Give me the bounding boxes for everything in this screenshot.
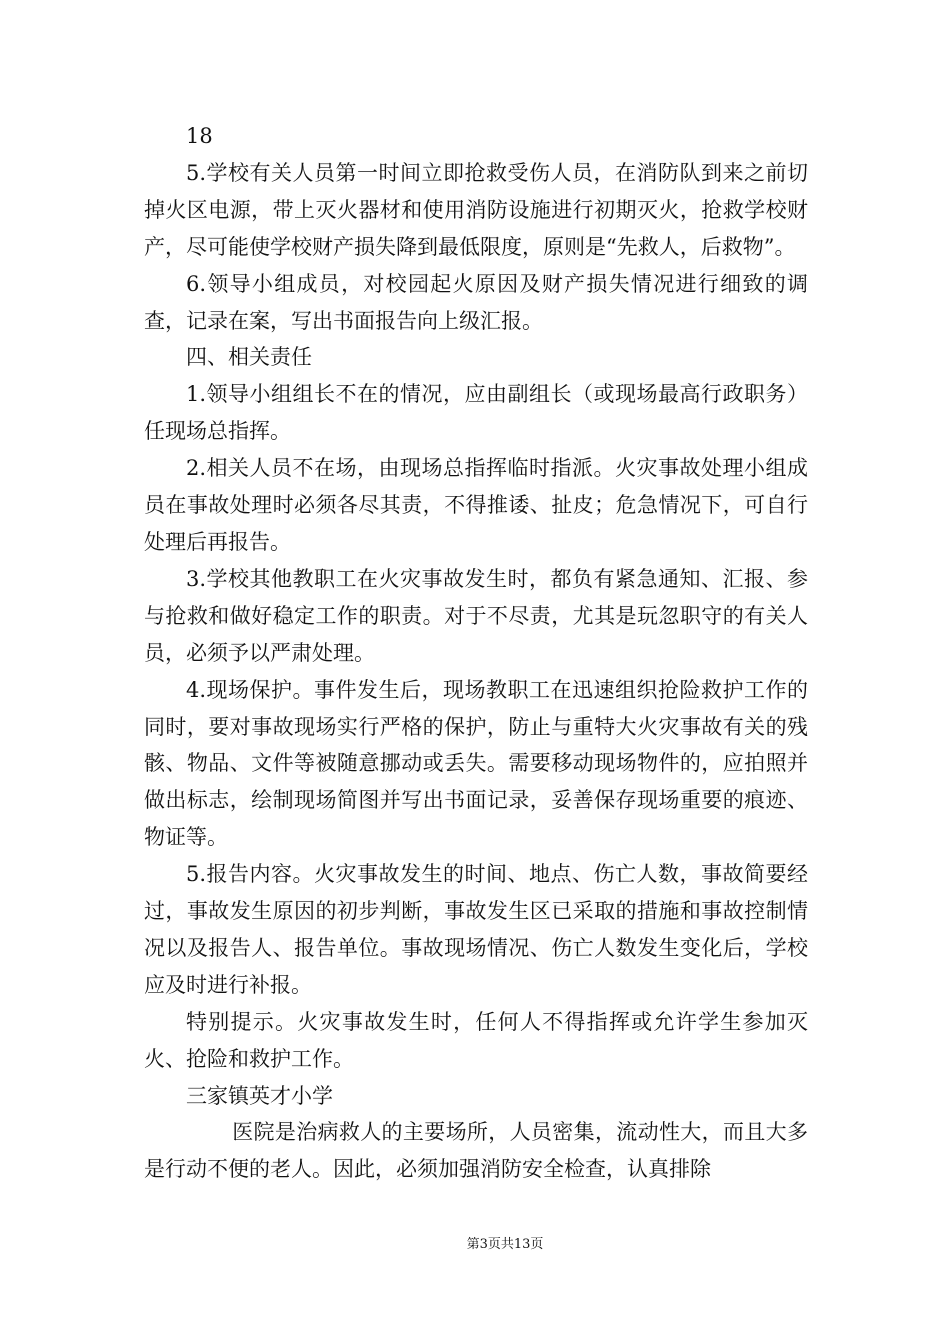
- paragraph-special-note: 特别提示。火灾事故发生时，任何人不得指挥或允许学生参加灭火、抢险和救护工作。: [144, 1009, 808, 1071]
- paragraph-resp-2: 2.相关人员不在场，由现场总指挥临时指派。火灾事故处理小组成员在事故处理时必须各尽其责，不得推诿、扯皮；危急情况下，可自行处理后再报告。: [144, 456, 808, 554]
- paragraph-item-5-rescue: 5.学校有关人员第一时间立即抢救受伤人员，在消防队到来之前切掉火区电源，带上灭火器材和使用消防设施进行初期灭火，抢救学校财产，尽可能使学校财产损失降到最低限度，原则是“先救人，后救物”。: [144, 160, 808, 259]
- paragraph-resp-5: 5.报告内容。火灾事故发生的时间、地点、伤亡人数，事故简要经过，事故发生原因的初步判断，事故发生区已采取的措施和事故控制情况以及报告人、报告单位。事故现场情况、伤亡人数发生变化后，学校应及时进行补报。: [144, 862, 808, 997]
- page-footer: 第3页共13页: [466, 1237, 544, 1252]
- paragraph-page-number: 18: [186, 124, 213, 148]
- paragraph-hospital-intro: 医院是治病救人的主要场所，人员密集，流动性大，而且大多是行动不便的老人。因此，必须加强消防安全检查，认真排除: [144, 1120, 808, 1182]
- section-heading-responsibility: 四、相关责任: [186, 345, 312, 370]
- paragraph-resp-1: 1.领导小组组长不在的情况，应由副组长（或现场最高行政职务）任现场总指挥。: [144, 382, 808, 444]
- paragraph-resp-3: 3.学校其他教职工在火灾事故发生时，都负有紧急通知、汇报、参与抢救和做好稳定工作的职责。对于不尽责，尤其是玩忽职守的有关人员，必须予以严肃处理。: [144, 566, 808, 665]
- paragraph-item-6-investigation: 6.领导小组成员，对校园起火原因及财产损失情况进行细致的调查，记录在案，写出书面报告向上级汇报。: [144, 271, 808, 333]
- document-body: [144, 118, 808, 1188]
- paragraph-resp-4: 4.现场保护。事件发生后，现场教职工在迅速组织抢险救护工作的同时，要对事故现场实行严格的保护，防止与重特大火灾事故有关的残骸、物品、文件等被随意挪动或丢失。需要移动现场物件的，应拍照并做出标志，绘制现场简图并写出书面记录，妥善保存现场重要的痕迹、物证等。: [144, 677, 808, 850]
- signature-school-name: 三家镇英才小学: [186, 1083, 333, 1108]
